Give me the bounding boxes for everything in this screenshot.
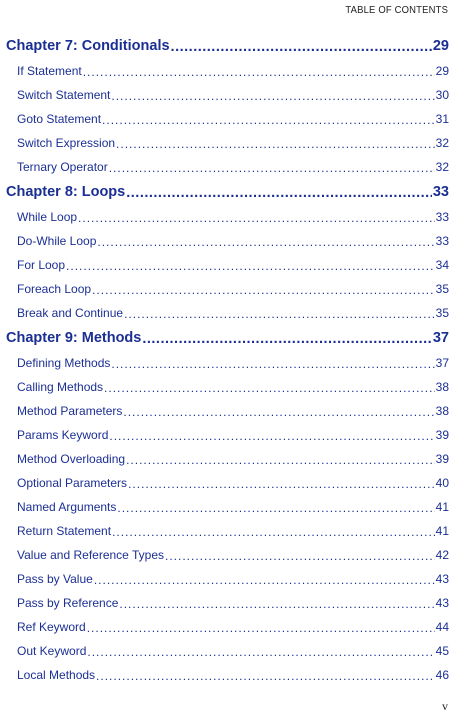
entry-title: Break and Continue (17, 306, 124, 320)
entry-title: Out Keyword (17, 644, 87, 658)
dot-leader (123, 406, 434, 418)
entry-title: Optional Parameters (17, 476, 128, 490)
chapter-page-number: 33 (432, 184, 449, 200)
entry-page-number: 42 (435, 548, 449, 562)
entry-page-number: 41 (435, 524, 449, 538)
dot-leader (124, 308, 435, 320)
entry-title: Do-While Loop (17, 234, 97, 248)
dot-leader (165, 550, 435, 562)
dot-leader (142, 332, 432, 347)
entry-page-number: 35 (435, 306, 449, 320)
dot-leader (92, 284, 435, 296)
running-header: TABLE OF CONTENTS (345, 4, 448, 16)
dot-leader (94, 574, 435, 586)
toc-entry[interactable] (6, 634, 449, 658)
toc-entry[interactable] (6, 346, 449, 370)
dot-leader (111, 90, 434, 102)
entry-page-number: 33 (435, 210, 449, 224)
entry-page-number: 32 (435, 160, 449, 174)
entry-page-number: 45 (435, 644, 449, 658)
entry-title: Pass by Reference (17, 596, 119, 610)
toc-entry[interactable] (6, 586, 449, 610)
dot-leader (126, 186, 432, 201)
toc-entry[interactable] (6, 248, 449, 272)
entry-title: Defining Methods (17, 356, 111, 370)
entry-title: Goto Statement (17, 112, 102, 126)
entry-title: Pass by Value (17, 572, 93, 586)
chapter-page-number: 37 (432, 330, 449, 346)
entry-title: Ternary Operator (17, 160, 108, 174)
entry-title: Named Arguments (17, 500, 117, 514)
toc-entry[interactable] (6, 54, 449, 78)
entry-page-number: 38 (435, 404, 449, 418)
toc-entry[interactable] (6, 102, 449, 126)
toc-entry[interactable] (6, 514, 449, 538)
entry-title: Switch Expression (17, 136, 116, 150)
toc-entry[interactable] (6, 200, 449, 224)
toc-chapter-7[interactable] (6, 30, 449, 54)
entry-title: Params Keyword (17, 428, 109, 442)
entry-page-number: 46 (435, 668, 449, 682)
entry-page-number: 32 (435, 136, 449, 150)
toc-entry[interactable] (6, 490, 449, 514)
entry-page-number: 43 (435, 572, 449, 586)
toc-entry[interactable] (6, 610, 449, 634)
toc-entry[interactable] (6, 394, 449, 418)
page-number: v (442, 699, 448, 713)
chapter-title: Chapter 7: Conditionals (6, 38, 170, 54)
dot-leader (87, 622, 435, 634)
entry-page-number: 30 (435, 88, 449, 102)
dot-leader (109, 162, 435, 174)
dot-leader (119, 598, 434, 610)
entry-page-number: 35 (435, 282, 449, 296)
entry-title: Value and Reference Types (17, 548, 164, 562)
dot-leader (78, 212, 435, 224)
entry-title: For Loop (17, 258, 66, 272)
table-of-contents (6, 30, 449, 682)
toc-entry[interactable] (6, 296, 449, 320)
dot-leader (111, 358, 434, 370)
toc-entry[interactable] (6, 562, 449, 586)
entry-page-number: 38 (435, 380, 449, 394)
toc-entry[interactable] (6, 658, 449, 682)
entry-title: Ref Keyword (17, 620, 86, 634)
dot-leader (126, 454, 435, 466)
dot-leader (117, 502, 434, 514)
dot-leader (97, 236, 434, 248)
chapter-title: Chapter 9: Methods (6, 330, 142, 346)
chapter-page-number: 29 (432, 38, 449, 54)
dot-leader (102, 114, 435, 126)
dot-leader (109, 430, 434, 442)
entry-page-number: 33 (435, 234, 449, 248)
entry-page-number: 40 (435, 476, 449, 490)
toc-entry[interactable] (6, 442, 449, 466)
chapter-title: Chapter 8: Loops (6, 184, 126, 200)
toc-entry[interactable] (6, 150, 449, 174)
dot-leader (87, 646, 434, 658)
entry-page-number: 37 (435, 356, 449, 370)
dot-leader (96, 670, 435, 682)
toc-entry[interactable] (6, 370, 449, 394)
dot-leader (112, 526, 435, 538)
toc-entry[interactable] (6, 538, 449, 562)
entry-title: If Statement (17, 64, 82, 78)
dot-leader (128, 478, 435, 490)
toc-entry[interactable] (6, 78, 449, 102)
entry-title: Local Methods (17, 668, 96, 682)
entry-title: Return Statement (17, 524, 112, 538)
entry-page-number: 31 (435, 112, 449, 126)
entry-page-number: 43 (435, 596, 449, 610)
toc-chapter-9[interactable] (6, 322, 449, 346)
entry-page-number: 41 (435, 500, 449, 514)
dot-leader (83, 66, 435, 78)
toc-entry[interactable] (6, 126, 449, 150)
toc-entry[interactable] (6, 272, 449, 296)
dot-leader (171, 40, 432, 55)
toc-chapter-8[interactable] (6, 176, 449, 200)
entry-page-number: 39 (435, 452, 449, 466)
toc-entry[interactable] (6, 224, 449, 248)
entry-title: While Loop (17, 210, 78, 224)
entry-title: Foreach Loop (17, 282, 92, 296)
entry-page-number: 44 (435, 620, 449, 634)
entry-title: Calling Methods (17, 380, 104, 394)
toc-entry[interactable] (6, 418, 449, 442)
dot-leader (104, 382, 435, 394)
dot-leader (66, 260, 435, 272)
entry-page-number: 39 (435, 428, 449, 442)
entry-title: Method Overloading (17, 452, 126, 466)
entry-title: Switch Statement (17, 88, 111, 102)
toc-entry[interactable] (6, 466, 449, 490)
entry-page-number: 29 (435, 64, 449, 78)
dot-leader (116, 138, 435, 150)
entry-title: Method Parameters (17, 404, 123, 418)
entry-page-number: 34 (435, 258, 449, 272)
